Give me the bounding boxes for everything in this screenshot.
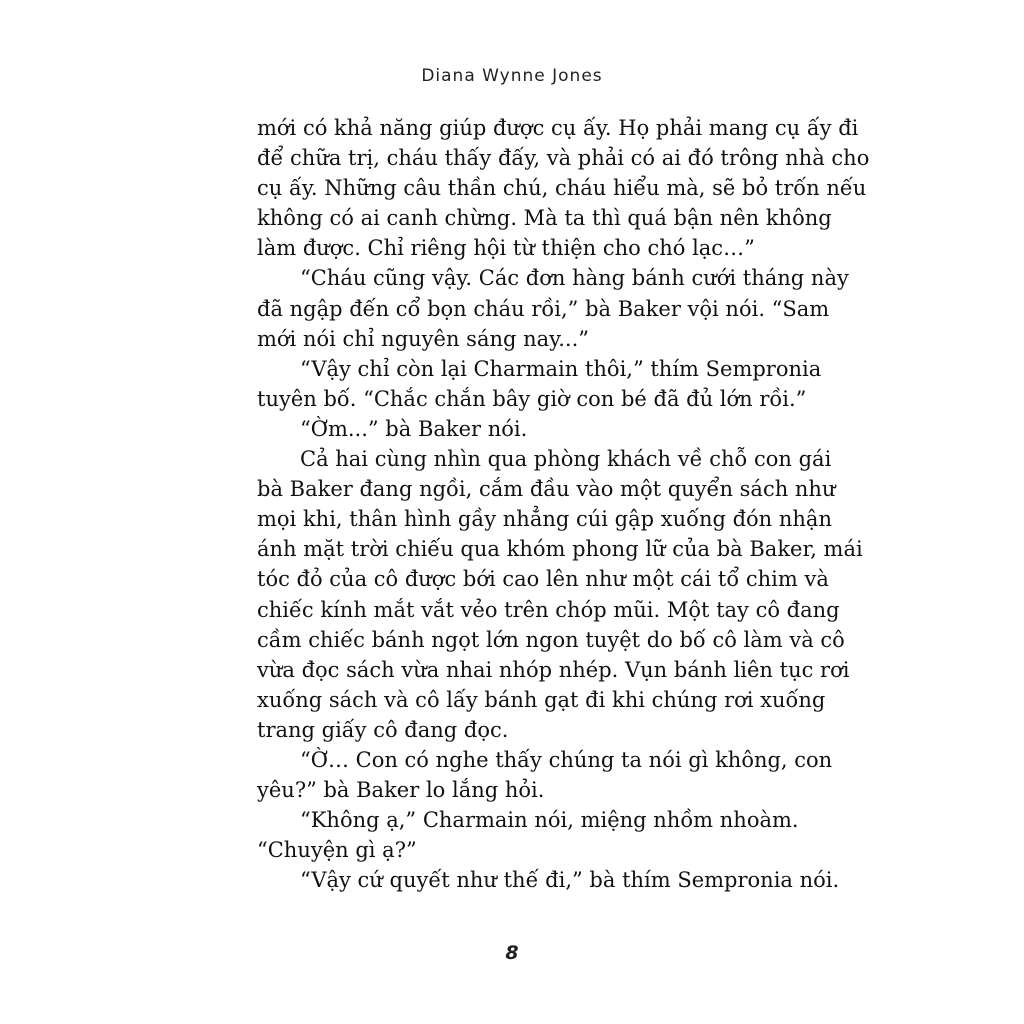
text-line: trang giấy cô đang đọc.: [257, 717, 509, 742]
text-line: “Chuyện gì ạ?”: [257, 838, 417, 863]
text-line: bà Baker đang ngồi, cắm đầu vào một quyển sách như: [257, 477, 836, 502]
text-line: cụ ấy. Những câu thần chú, cháu hiểu mà, sẽ bỏ trốn nếu: [257, 176, 867, 201]
text-line: vừa đọc sách vừa nhai nhóp nhép. Vụn bánh liên tục rơi: [257, 657, 850, 682]
text-line: mới nói chỉ nguyên sáng nay...”: [257, 326, 589, 351]
text-line: Cả hai cùng nhìn qua phòng khách về chỗ con gái: [300, 447, 832, 472]
text-line: xuống sách và cô lấy bánh gạt đi khi chúng rơi xuống: [257, 687, 826, 712]
text-line: mới có khả năng giúp được cụ ấy. Họ phải mang cụ ấy đi: [257, 116, 859, 140]
text-line: đã ngập đến cổ bọn cháu rồi,” bà Baker vội nói. “Sam: [257, 296, 830, 321]
text-line: ánh mặt trời chiếu qua khóm phong lữ của bà Baker, mái: [257, 537, 863, 562]
text-line: mọi khi, thân hình gầy nhẳng cúi gập xuống đón nhận: [257, 507, 832, 532]
text-line: để chữa trị, cháu thấy đấy, và phải có ai đó trông nhà cho: [257, 146, 870, 171]
running-header: Diana Wynne Jones: [421, 66, 603, 86]
body-text: [257, 113, 870, 895]
text-line: tóc đỏ của cô được bới cao lên như một cái tổ chim và: [257, 567, 829, 592]
text-line: không có ai canh chừng. Mà ta thì quá bận nên không: [257, 206, 832, 231]
text-line: “Ờ… Con có nghe thấy chúng ta nói gì không, con: [300, 747, 833, 772]
page-number: 8: [505, 942, 519, 964]
text-line: cầm chiếc bánh ngọt lớn ngon tuyệt do bố cô làm và cô: [257, 627, 845, 652]
text-line: “Vậy chỉ còn lại Charmain thôi,” thím Sempronia: [300, 356, 822, 381]
text-line: chiếc kính mắt vắt vẻo trên chóp mũi. Một tay cô đang: [257, 597, 840, 622]
text-line: tuyên bố. “Chắc chắn bây giờ con bé đã đủ lớn rồi.”: [257, 386, 807, 411]
text-line: “Không ạ,” Charmain nói, miệng nhồm nhoàm.: [300, 808, 799, 833]
text-line: “Cháu cũng vậy. Các đơn hàng bánh cưới tháng này: [300, 266, 849, 291]
text-line: “Ờm...” bà Baker nói.: [300, 416, 528, 441]
text-line: “Vậy cứ quyết như thế đi,” bà thím Sempronia nói.: [300, 868, 840, 893]
text-line: làm được. Chỉ riêng hội từ thiện cho chó lạc…”: [257, 236, 755, 261]
text-line: yêu?” bà Baker lo lắng hỏi.: [257, 778, 545, 803]
